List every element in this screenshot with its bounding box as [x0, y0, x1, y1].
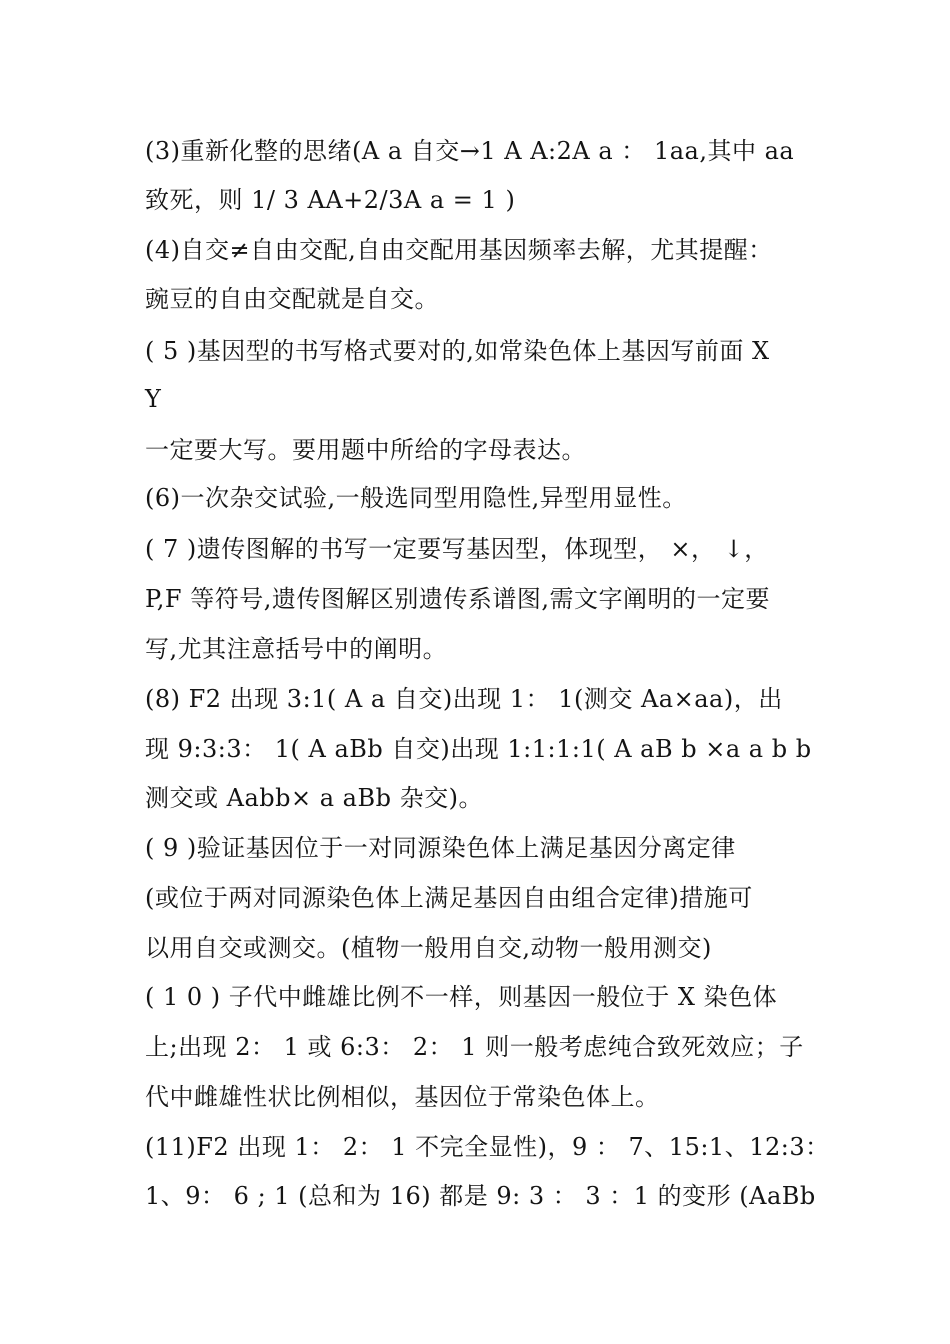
text-line-16: (或位于两对同源染色体上满足基因自由组合定律)措施可: [145, 884, 753, 912]
text-line-11: 写,尤其注意括号中的阐明。: [145, 635, 448, 663]
text-line-13: 现 9:3:3： 1( A aBb 自交)出现 1:1:1:1( A aB b ×a a b b: [145, 735, 812, 763]
text-line-12: (8) F2 出现 3:1( A a 自交)出现 1： 1(测交 Aa×aa)，出: [145, 685, 783, 713]
text-line-21: (11)F2 出现 1： 2： 1 不完全显性)，9 ： 7、15:1、12:3：: [145, 1133, 830, 1161]
text-line-14: 测交或 Aabb× a aBb 杂交)。: [145, 784, 483, 812]
text-line-20: 代中雌雄性状比例相似，基因位于常染色体上。: [145, 1083, 660, 1111]
text-line-15: ( 9 )验证基因位于一对同源染色体上满足基因分离定律: [145, 834, 736, 862]
text-line-19: 上;出现 2： 1 或 6:3： 2： 1 则一般考虑纯合致死效应；子: [145, 1033, 804, 1061]
text-line-8: (6)一次杂交试验,一般选同型用隐性,异型用显性。: [145, 484, 687, 512]
text-line-2: 致死，则 1/ 3 AA+2/3A a = 1 ): [145, 186, 516, 214]
text-line-6: Y: [145, 385, 162, 413]
text-line-3: (4)自交≠自由交配,自由交配用基因频率去解，尤其提醒：: [145, 236, 773, 264]
text-line-18: ( 1 0 ) 子代中雌雄比例不一样，则基因一般位于 X 染色体: [145, 983, 778, 1011]
text-line-10: P,F 等符号,遗传图解区别遗传系谱图,需文字阐明的一定要: [145, 585, 770, 613]
text-line-9: ( 7 )遗传图解的书写一定要写基因型，体现型， ×， ↓，: [145, 535, 769, 563]
text-line-17: 以用自交或测交。(植物一般用自交,动物一般用测交): [145, 934, 712, 962]
text-line-1: (3)重新化整的思绪(A a 自交→1 A A:2A a ： 1aa,其中 aa: [145, 137, 795, 165]
text-line-5: ( 5 )基因型的书写格式要对的,如常染色体上基因写前面 X: [145, 337, 770, 365]
text-line-22: 1、9： 6 ; 1 (总和为 16) 都是 9: 3 ： 3 ：1 的变形 (AaBb: [145, 1182, 816, 1210]
text-line-7: 一定要大写。要用题中所给的字母表达。: [145, 436, 586, 464]
text-line-4: 豌豆的自由交配就是自交。: [145, 285, 439, 313]
